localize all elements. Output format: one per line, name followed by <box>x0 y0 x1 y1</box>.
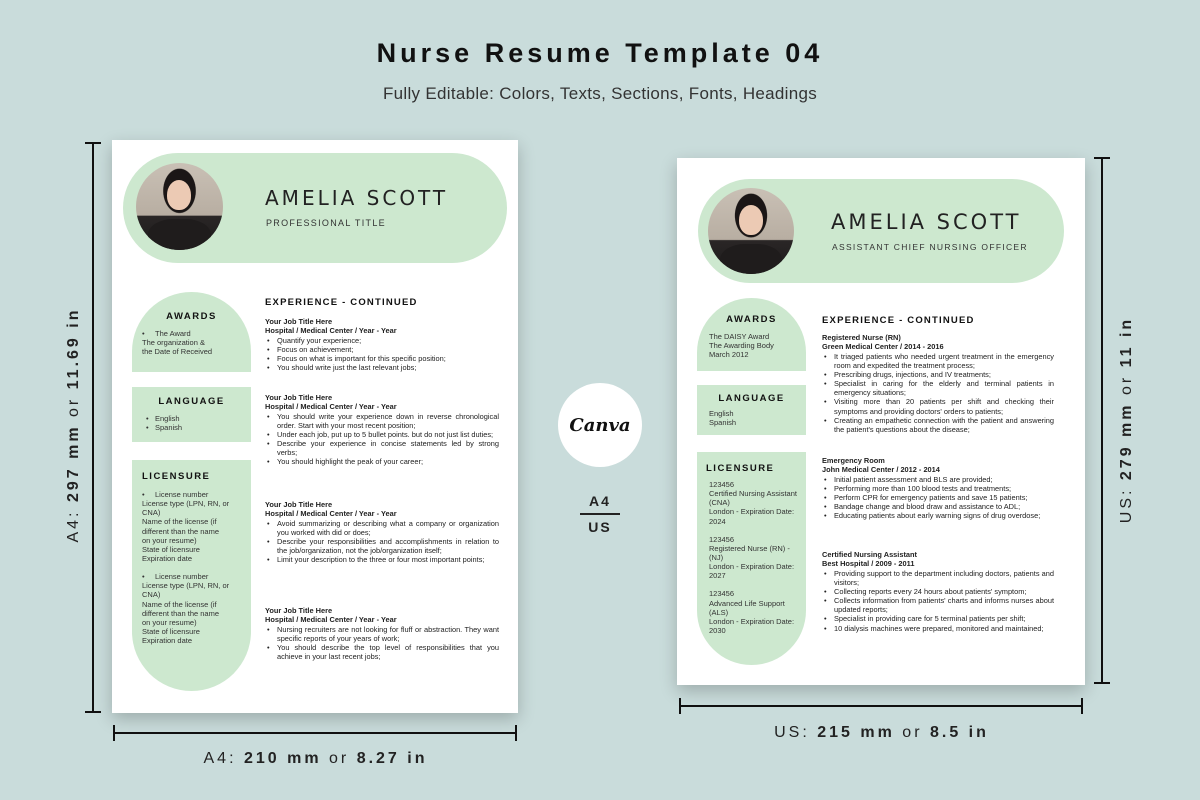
job-bullet: • Collecting reports every 24 hours about patients' symptom; <box>822 587 1054 596</box>
resume-page-us <box>677 158 1085 685</box>
license-item: CNA) <box>142 508 161 518</box>
language-heading: LANGUAGE <box>718 393 785 404</box>
license-item: 123456 <box>709 589 735 599</box>
language-item: • Spanish <box>146 423 182 432</box>
licensure-heading: LICENSURE <box>706 463 775 474</box>
award-item: The organization & <box>142 338 205 348</box>
award-item: the Date of Received <box>142 347 213 357</box>
license-item: License type (LPN, RN, or <box>142 581 230 591</box>
job-bullet: • Avoid summarizing or describing what a company or organization you worked with did or does; <box>265 519 499 537</box>
job-bullet: • Collects information from patients' charts and informs nurses about updated reports; <box>822 596 1054 614</box>
awards-heading: AWARDS <box>166 311 217 322</box>
license-item: Expiration date <box>142 553 193 563</box>
job-entry <box>822 333 1054 434</box>
format-us-label: US <box>588 519 612 535</box>
language-item: • English <box>146 414 182 423</box>
profile-photo <box>708 188 794 274</box>
job-bullet: • Quantify your experience; <box>265 336 499 345</box>
job-place: Hospital / Medical Center / Year - Year <box>265 509 397 519</box>
job-place: Hospital / Medical Center / Year - Year <box>265 402 397 412</box>
license-item: London - Expiration Date: 2027 <box>709 562 795 581</box>
us-height-label: US: 279 mm or 11 in <box>1118 316 1135 524</box>
license-item: CNA) <box>142 590 161 600</box>
license-item: • License number <box>142 490 246 499</box>
license-item: on your resume) <box>142 535 197 545</box>
license-item: 123456 <box>709 534 735 544</box>
job-bullet: • Prescribing drugs, injections, and IV treatments; <box>822 370 1054 379</box>
profile-photo <box>136 163 223 250</box>
format-switch <box>578 493 622 535</box>
format-divider <box>580 513 620 515</box>
job-title: Registered Nurse (RN) <box>822 333 901 342</box>
job-bullet: • Specialist in caring for the elderly and terminal patients in emergency situations; <box>822 379 1054 397</box>
job-bullet: • You should write your experience down in reverse chronological order. Start with your most recent position; <box>265 412 499 430</box>
job-bullet: • Performing more than 100 blood tests and treatments; <box>822 484 1054 493</box>
license-item: 123456 <box>709 480 735 489</box>
job-bullet: • You should write just the last relevant jobs; <box>265 363 499 372</box>
license-item: different than the name <box>142 526 219 536</box>
job-title: Certified Nursing Assistant <box>822 550 917 559</box>
license-item: State of licensure <box>142 544 200 554</box>
job-entry <box>822 550 1054 633</box>
experience-heading: EXPERIENCE - CONTINUED <box>265 297 418 308</box>
award-item: • The Award <box>142 329 212 338</box>
job-bullet: • Providing support to the department including doctors, patients and visitors; <box>822 569 1054 587</box>
license-item: London - Expiration Date: 2030 <box>709 616 795 635</box>
job-bullet: • Bandage change and blood draw and assistance to ADL; <box>822 502 1054 511</box>
job-title: Your Job Title Here <box>265 317 333 326</box>
job-place: Green Medical Center / 2014 - 2016 <box>822 342 944 352</box>
language-section <box>697 385 806 435</box>
job-bullet: • Educating patients about early warning signs of drug overdose; <box>822 511 1054 520</box>
job-bullet: • It triaged patients who needed urgent treatment in the emergency room and expedited the treatment process; <box>822 352 1054 370</box>
job-bullet: • Limit your description to the three or four most important points; <box>265 555 499 564</box>
job-bullet: • Focus on achievement; <box>265 345 499 354</box>
job-bullet: • Under each job, put up to 5 bullet points. but do not just list duties; <box>265 430 499 439</box>
job-bullet: • You should describe the top level of responsibilities that you achieve in your last recent jobs; <box>265 643 499 661</box>
licensure-section <box>697 452 806 665</box>
license-item: • License number <box>142 572 246 581</box>
award-item: The DAISY Award <box>709 332 770 341</box>
license-item: Name of the license (if <box>142 599 217 609</box>
a4-width-label: A4: 210 mm or 8.27 in <box>203 750 428 767</box>
license-item: Certified Nursing Assistant (CNA) <box>709 489 797 508</box>
awards-section <box>697 298 806 371</box>
license-item: on your resume) <box>142 617 197 627</box>
job-bullet: • You should highlight the peak of your career; <box>265 457 499 466</box>
language-section <box>132 387 251 442</box>
job-title: Your Job Title Here <box>265 500 333 509</box>
job-title: Emergency Room <box>822 456 885 465</box>
awards-heading: AWARDS <box>726 314 777 325</box>
job-entry <box>265 393 499 467</box>
job-place: Hospital / Medical Center / Year - Year <box>265 326 397 336</box>
candidate-name: AMELIA SCOTT <box>265 186 449 210</box>
page-title: Nurse Resume Template 04 <box>376 38 824 68</box>
canva-logo: Canva <box>558 383 642 467</box>
job-bullet: • Describe your responsibilities and accomplishments in relation to the job/organization, not the job/organization itself; <box>265 537 499 555</box>
language-item: Spanish <box>709 418 737 428</box>
license-item: Advanced Life Support (ALS) <box>709 598 785 617</box>
resume-page-a4 <box>112 140 518 713</box>
professional-title: PROFESSIONAL TITLE <box>266 218 386 228</box>
license-item: different than the name <box>142 608 219 618</box>
license-item: Registered Nurse (RN) - (NJ) <box>709 543 790 562</box>
job-place: Hospital / Medical Center / Year - Year <box>265 615 397 625</box>
licensure-heading: LICENSURE <box>142 471 211 482</box>
experience-heading: EXPERIENCE - CONTINUED <box>822 315 975 326</box>
job-bullet: • Perform CPR for emergency patients and save 15 patients; <box>822 493 1054 502</box>
job-title: Your Job Title Here <box>265 393 333 402</box>
job-entry <box>265 500 499 564</box>
job-bullet: • Visiting more than 20 patients per shift and checking their symptoms and providing doctors' orders to patients; <box>822 397 1054 415</box>
license-item: Expiration date <box>142 636 193 646</box>
job-bullet: • Nursing recruiters are not looking for fluff or abstraction. They want specific reports of your years of work; <box>265 625 499 643</box>
job-place: Best Hospital / 2009 - 2011 <box>822 559 915 569</box>
job-bullet: • Describe your experience in concise statements led by strong verbs; <box>265 439 499 457</box>
job-place: John Medical Center / 2012 - 2014 <box>822 465 940 475</box>
format-a4-label: A4 <box>589 493 611 509</box>
job-bullet: • Initial patient assessment and BLS are provided; <box>822 475 1054 484</box>
job-bullet: • Specialist in providing care for 5 terminal patients per shift; <box>822 614 1054 623</box>
language-heading: LANGUAGE <box>158 396 225 407</box>
job-bullet: • Creating an empathetic connection with the patient and answering the patient's questions about the disease; <box>822 416 1054 434</box>
licensure-section <box>132 460 251 691</box>
license-item: License type (LPN, RN, or <box>142 499 230 509</box>
job-entry <box>822 456 1054 520</box>
license-item: London - Expiration Date: 2024 <box>709 507 795 526</box>
award-item: March 2012 <box>709 350 749 360</box>
job-title: Your Job Title Here <box>265 606 333 615</box>
job-bullet: • 10 dialysis machines were prepared, monitored and maintained; <box>822 624 1054 633</box>
us-width-label: US: 215 mm or 8.5 in <box>774 724 989 741</box>
page-subtitle: Fully Editable: Colors, Texts, Sections, Fonts, Headings <box>382 84 818 103</box>
a4-height-label: A4: 297 mm or 11.69 in <box>65 307 82 543</box>
job-entry <box>265 606 499 661</box>
candidate-name: AMELIA SCOTT <box>831 210 1022 234</box>
awards-section <box>132 292 251 372</box>
job-bullet: • Focus on what is important for this specific position; <box>265 354 499 363</box>
professional-title: ASSISTANT CHIEF NURSING OFFICER <box>832 242 1028 252</box>
language-item: English <box>709 409 734 418</box>
job-entry <box>265 317 499 372</box>
license-item: Name of the license (if <box>142 517 217 527</box>
award-item: The Awarding Body <box>709 341 774 351</box>
license-item: State of licensure <box>142 626 200 636</box>
